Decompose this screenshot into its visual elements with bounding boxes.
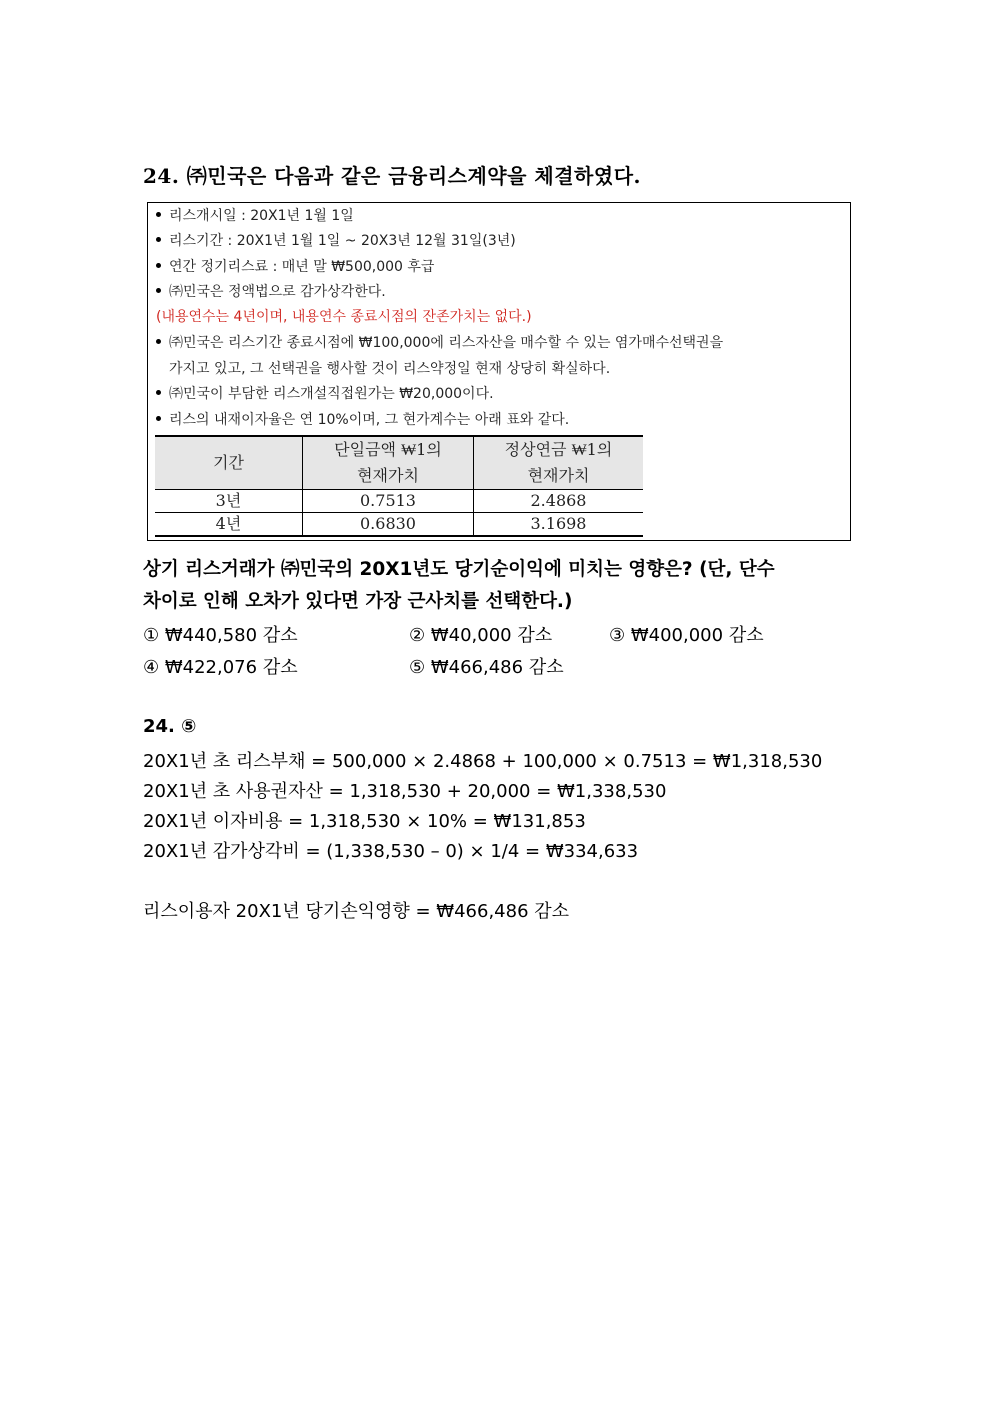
present-value-table bbox=[155, 435, 643, 537]
choice-5: ⑤ ₩466,486 감소 bbox=[409, 657, 564, 678]
answer-line-interest: 20X1년 이자비용 = 1,318,530 × 10% = ₩131,853 bbox=[143, 811, 586, 832]
answer-line-rou-asset: 20X1년 초 사용권자산 = 1,318,530 + 20,000 = ₩1,338,530 bbox=[143, 781, 667, 802]
choice-3: ③ ₩400,000 감소 bbox=[609, 625, 764, 646]
table-header-row bbox=[155, 436, 643, 490]
bullet-dot-icon bbox=[156, 390, 161, 395]
bullet-dot-icon bbox=[156, 263, 161, 268]
table-row: 4년 0.6830 3.1698 bbox=[155, 513, 643, 537]
choice-4: ④ ₩422,076 감소 bbox=[143, 657, 298, 678]
bullet-lease-term: 리스기간 : 20X1년 1월 1일 ~ 20X3년 12월 31일(3년) bbox=[156, 230, 516, 250]
question-prompt-line2: 차이로 인해 오차가 있다면 가장 근사치를 선택한다.) bbox=[143, 591, 573, 612]
bullet-dot-icon bbox=[156, 416, 161, 421]
choice-2: ② ₩40,000 감소 bbox=[409, 625, 553, 646]
bullet-purchase-option: ㈜민국은 리스기간 종료시점에 ₩100,000에 리스자산을 매수할 수 있는 염가매수선택권을 bbox=[156, 332, 723, 352]
bullet-annual-payment: 연간 정기리스료 : 매년 말 ₩500,000 후급 bbox=[156, 256, 434, 276]
header-period: 기간 bbox=[155, 436, 303, 490]
question-prompt-line1: 상기 리스거래가 ㈜민국의 20X1년도 당기순이익에 미치는 영향은? (단, 단수 bbox=[143, 559, 775, 580]
bullet-interest-rate: 리스의 내재이자율은 연 10%이며, 그 현가계수는 아래 표와 같다. bbox=[156, 409, 569, 429]
bullet-depreciation-method: ㈜민국은 정액법으로 감가상각한다. bbox=[156, 281, 386, 301]
answer-header: 24. ⑤ bbox=[143, 716, 197, 737]
useful-life-note: (내용연수는 4년이며, 내용연수 종료시점의 잔존가치는 없다.) bbox=[156, 309, 532, 325]
answer-conclusion: 리스이용자 20X1년 당기손익영향 = ₩466,486 감소 bbox=[143, 901, 570, 922]
bullet-commencement-date: 리스개시일 : 20X1년 1월 1일 bbox=[156, 205, 354, 225]
bullet-direct-cost: ㈜민국이 부담한 리스개설직접원가는 ₩20,000이다. bbox=[156, 383, 494, 403]
lease-conditions-box bbox=[147, 202, 851, 541]
choice-1: ① ₩440,580 감소 bbox=[143, 625, 298, 646]
bullet-dot-icon bbox=[156, 212, 161, 217]
table-row: 3년 0.7513 2.4868 bbox=[155, 490, 643, 513]
bullet-purchase-option-cont: 가지고 있고, 그 선택권을 행사할 것이 리스약정일 현재 상당히 확실하다. bbox=[169, 361, 611, 377]
bullet-dot-icon bbox=[156, 339, 161, 344]
header-annuity: 정상연금 ₩1의 현재가치 bbox=[474, 436, 644, 490]
bullet-dot-icon bbox=[156, 237, 161, 242]
bullet-dot-icon bbox=[156, 288, 161, 293]
question-title: 24. ㈜민국은 다음과 같은 금융리스계약을 체결하였다. bbox=[143, 164, 641, 188]
answer-line-depreciation: 20X1년 감가상각비 = (1,338,530 – 0) × 1/4 = ₩334,633 bbox=[143, 841, 639, 862]
header-single-amount: 단일금액 ₩1의 현재가치 bbox=[303, 436, 474, 490]
answer-line-lease-liability: 20X1년 초 리스부채 = 500,000 × 2.4868 + 100,000 × 0.7513 = ₩1,318,530 bbox=[143, 751, 823, 772]
